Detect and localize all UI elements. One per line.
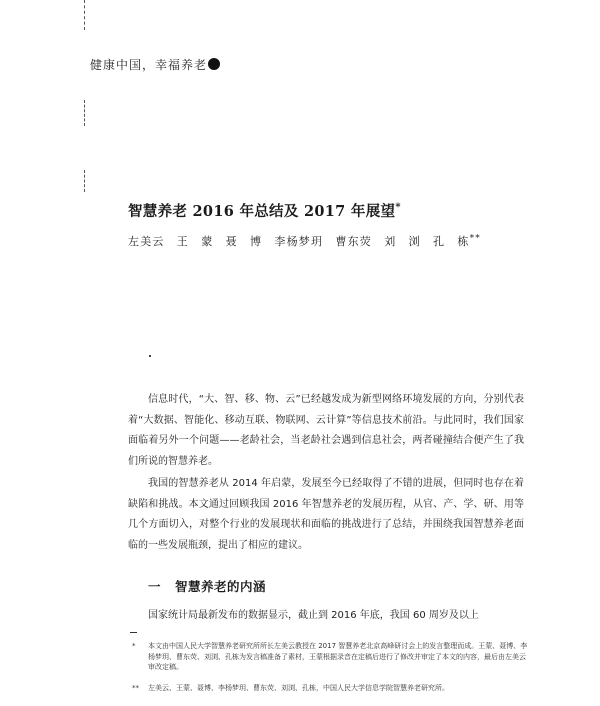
margin-dash-line (84, 100, 85, 126)
running-header: 健康中国，幸福养老 (90, 58, 208, 72)
title-text: 智慧养老 2016 年总结及 2017 年展望 (128, 203, 396, 220)
intro-paragraph: 信息时代，“大、智、移、物、云”已经越发成为新型网络环境发展的方向，分别代表着“大数据、智能化、移动互联、物联网、云计算”等信息技术前沿。与此同时，我们国家面临着另外一个问题——老龄社会，当老龄社会遇到信息社会，两者碰撞结合便产生了我们所说的智慧养老。 (128, 394, 524, 467)
footnote-rule (130, 632, 137, 633)
section-title: 智慧养老的内涵 (175, 579, 267, 594)
footnote-text: 左美云、王蒙、聂博、李杨梦玥、曹东荧、刘浏、孔栋，中国人民大学信息学院智慧养老研究所。 (148, 684, 449, 692)
body-paragraph: 国家统计局最新发布的数据显示，截止到 2016 年底，我国 60 周岁及以上 (148, 610, 479, 621)
footnote-mark: * (132, 642, 136, 650)
author-names: 左美云 王 蒙 聂 博 李杨梦玥 曹东荧 刘 浏 孔 栋 (128, 235, 470, 248)
section-heading (148, 577, 266, 595)
summary-paragraph: 我国的智慧养老从 2014 年启蒙，发展至今已经取得了不错的进展，但同时也存在着缺陷和挑战。本文通过回顾我国 2016 年智慧养老的发展历程，从官、产、学、研、用等几个方面切入，对整个行业的发展现状和面临的挑战进行了总结，并围绕我国智慧养老面临的一些发展瓶颈，提出了相应的建议。 (128, 478, 524, 551)
footnote-mark: ** (132, 684, 139, 692)
section-number: 一 (148, 579, 162, 594)
footnote-text: 本文由中国人民大学智慧养老研究所所长左美云教授在 2017 智慧养老北京高峰研讨会上的发言整理而成。王蒙、聂博、李杨梦玥、曹东荧、刘浏、孔栋为发言稿准备了素材，王蒙根据录音在定稿后进行了修改并审定了本文的内容，最后由左美云审改定稿。 (148, 642, 528, 671)
author-footnote-mark: ** (469, 233, 482, 244)
author-line (128, 233, 481, 249)
footnote (132, 683, 532, 694)
stray-mark (149, 355, 151, 357)
title-footnote-mark: * (395, 202, 401, 214)
article-title (128, 200, 401, 221)
footnote (132, 641, 532, 673)
margin-dash-line (84, 0, 85, 30)
header-bullet-icon (208, 58, 220, 70)
margin-dash-line (84, 170, 85, 192)
